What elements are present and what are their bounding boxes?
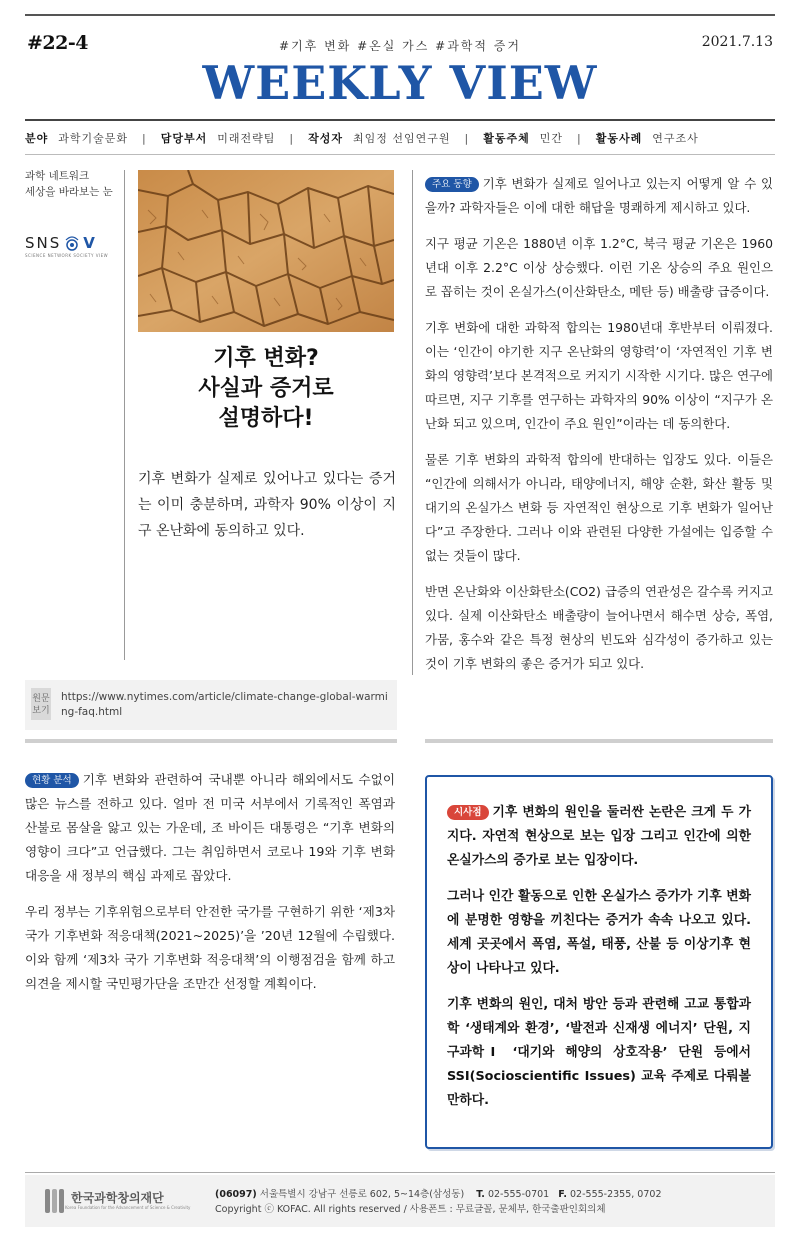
analysis-paragraph-1: 기후 변화와 관련하여 국내뿐 아니라 해외에서도 수없이 많은 뉴스를 전하고 있다. 얼마 전 미국 서부에서 기록적인 폭염과 산불로 몸살을 앓고 있는 가운데, 조 바이든 대통령은 “기후 변화의 영향이 크다”고 언급했다. 그는 취임하면서 코로나 19와 기후 변화 대응을 새 정부의 핵심 과제로 꼽았다. [25, 772, 395, 883]
trend-paragraph-1: 기후 변화가 실제로 일어나고 있는지 어떻게 알 수 있을까? 과학자들은 이에 대한 해답을 명쾌하게 제시하고 있다. [425, 176, 773, 215]
meta-rule [25, 154, 775, 155]
issue-number: #22-4 [27, 32, 88, 54]
org-subtitle: Korea Foundation for the Advancement of Science & Creativity [65, 1205, 191, 1210]
hashtags: #기후 변화 #온실 가스 #과학적 증거 [279, 39, 521, 53]
footer-address: 서울특별시 강남구 선릉로 602, 5~14층(삼성동) [259, 1189, 465, 1200]
author-value: 최임정 선임연구원 [353, 132, 451, 145]
implication-paragraph-2: 그러나 인간 활동으로 인한 온실가스 증가가 기후 변화에 분명한 영향을 끼친다는 증거가 속속 나오고 있다. 세계 곳곳에서 폭염, 폭설, 태풍, 산불 등 이상기후 현상이 나타나고 있다. [447, 889, 751, 976]
masthead-rule [25, 119, 775, 121]
org-name: 한국과학창의재단 [71, 1191, 164, 1205]
case-label: 활동사례 [595, 132, 643, 145]
meta-bar [25, 128, 775, 148]
masthead-title: WEEKLY VIEW [202, 56, 598, 110]
footer-tel: 02-555-0701 [487, 1189, 550, 1200]
trend-paragraph-5: 반면 온난화와 이산화탄소(CO2) 급증의 연관성은 갈수록 커지고 있다. 실제 이산화탄소 배출량이 늘어나면서 해수면 상승, 폭염, 가뭄, 홍수와 같은 특정 현상의 빈도와 심각성이 증가하고 있는 것이 기후 변화의 좋은 증거가 되고 있다. [425, 584, 773, 671]
feature-title [138, 344, 394, 434]
meta-separator: | [289, 131, 295, 145]
feature-lead: 기후 변화가 실제로 있어나고 있다는 증거는 이미 충분하며, 과학자 90% 이상이 지구 온난화에 동의하고 있다. [138, 471, 396, 539]
cracked-earth-photo [138, 170, 394, 332]
author-label: 작성자 [308, 132, 344, 145]
section-divider [25, 739, 397, 743]
feature-title-line1: 기후 변화? [213, 346, 319, 371]
feature-title-line3: 설명하다! [218, 406, 314, 431]
actor-value: 민간 [539, 132, 564, 145]
analysis-paragraph-2: 우리 정부는 기후위험으로부터 안전한 국가를 구현하기 위한 ‘제3차 국가 기후변화 적응대책(2021~2025)’을 ’20년 12월에 수립했다. 이와 함께 ‘제3차 국가 기후변화 적응대책’의 이행점검을 함께 하고 의견을 제시할 국민평가단을 조만간 선정할 계획이다. [25, 904, 395, 991]
footer-copyright: Copyright ⓒ KOFAC. All rights reserved / 사용폰트 : 무료글꼴, 문체부, 한국출판인회의체 [215, 1204, 606, 1215]
eye-icon [63, 234, 81, 252]
footer-fax: 02-555-2355, 0702 [570, 1189, 662, 1200]
footer-tel-label: T. [476, 1189, 485, 1200]
implication-paragraph-3: 기후 변화의 원인, 대처 방안 등과 관련해 고교 통합과학 ‘생태계와 환경’, ‘발전과 신재생 에너지’ 단원, 지구과학Ⅰ ‘대기와 해양의 상호작용’ 단원 등에서 SSI(Socioscientific Issues) 교육 주제로 다뤄볼 만하다. [447, 997, 751, 1108]
implication-label: 시사점 [447, 805, 489, 820]
field-value: 과학기술문화 [58, 132, 129, 145]
kofac-logo [43, 1189, 190, 1213]
sns-logo [25, 234, 125, 258]
logo-text: SNS [25, 234, 62, 252]
case-value: 연구조사 [652, 132, 699, 145]
logo-subtitle: SCIENCE NETWORK SOCIETY VIEW [25, 253, 109, 258]
dept-label: 담당부서 [160, 132, 208, 145]
feature-title-line2: 사실과 증거로 [198, 376, 334, 401]
footer-rule [25, 1172, 775, 1173]
column-divider [412, 170, 413, 675]
trend-paragraph-2: 지구 평균 기온은 1880년 이후 1.2°C, 북극 평균 기온은 1960년대 이후 2.2°C 이상 상승했다. 이런 기온 상승의 주요 원인으로 꼽히는 것이 온실가스(이산화탄소, 메탄 등) 배출량 급증이다. [425, 236, 773, 299]
trend-label: 주요 동향 [425, 177, 479, 192]
implication-paragraph-1: 기후 변화의 원인을 둘러싼 논란은 크게 두 가지다. 자연적 현상으로 보는 입장 그리고 인간에 의한 온실가스의 증가로 보는 입장이다. [447, 805, 751, 868]
trend-paragraph-3: 기후 변화에 대한 과학적 합의는 1980년대 후반부터 이뤄졌다. 이는 ‘인간이 야기한 지구 온난화의 영향력’이 ‘자연적인 기후 변화의 영향력’보다 본격적으로 커지기 시작한 시기다. 많은 연구에 따르면, 지구 기후를 연구하는 과학자의 90% 이상이 “지구가 온난화 되고 있으며, 인간이 주요 원인”이라는 데 동의한다. [425, 320, 773, 431]
publish-date: 2021.7.13 [701, 34, 773, 50]
section-divider [425, 739, 773, 743]
tagline-line1: 과학 네트워크 [25, 170, 90, 182]
footer-fax-label: F. [558, 1189, 567, 1200]
tagline-line2: 세상을 바라보는 눈 [25, 186, 113, 198]
sidebar-tagline [25, 168, 125, 200]
analysis-section [25, 768, 395, 1008]
footer [25, 1175, 775, 1227]
actor-label: 활동주체 [483, 132, 530, 145]
source-badge: 원문 보기 [31, 688, 51, 720]
footer-info [215, 1187, 662, 1217]
field-label: 분야 [25, 132, 49, 145]
source-box [25, 680, 397, 730]
source-url-link[interactable]: https://www.nytimes.com/article/climate-change-global-warming-faq.html [61, 691, 388, 718]
meta-separator: | [577, 131, 582, 145]
logo-v: V [83, 234, 97, 252]
footer-zip: (06097) [215, 1189, 257, 1200]
column-divider [124, 170, 125, 660]
kofac-logo-icon [43, 1189, 65, 1213]
meta-separator: | [142, 131, 147, 145]
implication-box [425, 775, 773, 1149]
meta-separator: | [464, 131, 470, 145]
trend-section [425, 172, 773, 688]
analysis-label: 현황 분석 [25, 773, 79, 788]
top-rule [25, 14, 775, 16]
dept-value: 미래전략팀 [217, 132, 276, 145]
trend-paragraph-4: 물론 기후 변화의 과학적 합의에 반대하는 입장도 있다. 이들은 “인간에 의해서가 아니라, 태양에너지, 해양 순환, 화산 활동 및 대기의 온실가스 변화 등 자연적인 현상으로 기후 변화가 일어난다”고 주장한다. 그러나 이와 관련된 다양한 가설에는 입증할 수 없는 것들이 많다. [425, 452, 773, 563]
